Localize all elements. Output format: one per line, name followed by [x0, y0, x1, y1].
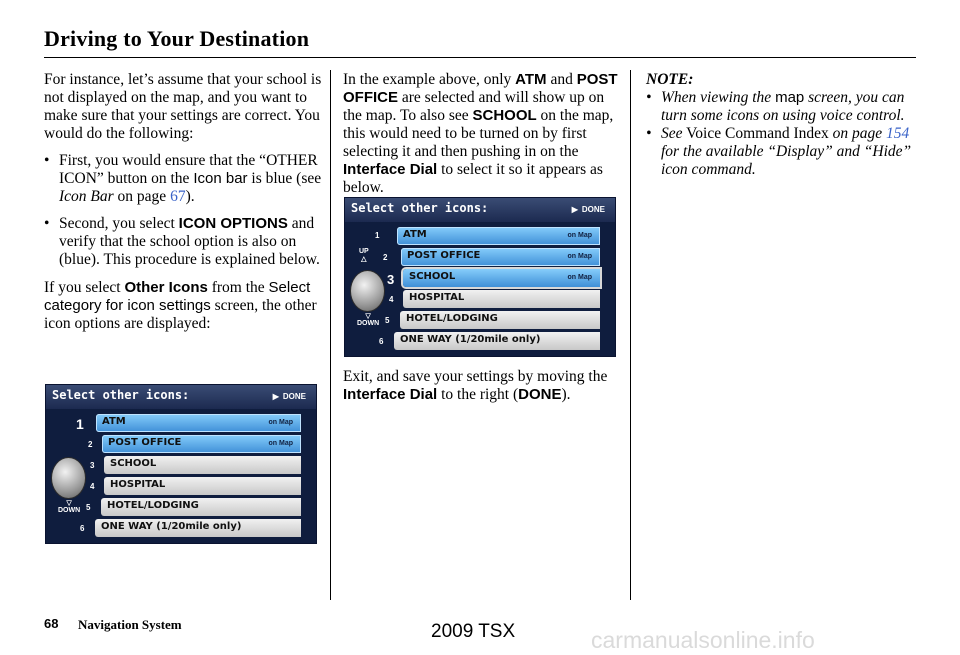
note-item-voice: • When viewing the map screen, you can turn some icons on using voice control. [646, 89, 926, 125]
column-middle [343, 71, 621, 197]
icon-row-hospital[interactable]: HOSPITAL [104, 477, 301, 495]
done-button[interactable]: ▶ DONE [572, 205, 605, 214]
done-button[interactable]: ▶ DONE [273, 392, 306, 401]
exit-paragraph: Exit, and save your settings by moving the Interface Dial to the right (DONE). [343, 368, 608, 403]
title-divider [44, 57, 916, 58]
icon-row-hotel[interactable]: HOTEL/LODGING [101, 498, 301, 516]
footer-model: 2009 TSX [431, 621, 516, 642]
icon-row-one-way[interactable]: ONE WAY (1/20mile only) [394, 332, 600, 350]
interface-dial[interactable] [350, 270, 385, 312]
exit-paragraph-wrap [343, 368, 621, 404]
page-154-link[interactable]: 154 [886, 125, 910, 142]
up-label: UP △ [359, 248, 369, 263]
page-67-link[interactable]: 67 [170, 188, 186, 205]
watermark-site: carmanualsonline.info [591, 627, 815, 653]
footer-section: Navigation System [78, 617, 182, 632]
note-item-index: • See Voice Command Index on page 154 for the available “Display” and “Hide” icon command. [646, 125, 926, 179]
icon-row-school[interactable]: SCHOOL on Map [403, 269, 600, 287]
intro-paragraph: For instance, let’s assume that your school is not displayed on the map, and you want to make sure that your settings are correct. You would do the following: [44, 71, 322, 142]
icon-bar-term: Icon bar [193, 170, 248, 187]
down-label: ▽ DOWN [357, 313, 380, 327]
bullet-first: • First, you would ensure that the “OTHER ICON” button on the Icon bar is blue (see Icon Bar on page 67). [44, 152, 322, 206]
icon-row-school[interactable]: SCHOOL [104, 456, 301, 474]
nav-screen-before: Select other icons: ▶ DONE ▽ DOWN 1 2 3 4 5 6 ATM on Map POST OFFICE on Map SCHOOL HOSPITAL HOTEL/LODGING ONE WAY (1/20mile only) [45, 384, 317, 544]
note-heading: NOTE: [646, 71, 694, 88]
icon-row-post-office[interactable]: POST OFFICE on Map [401, 248, 600, 266]
icon-row-atm[interactable]: ATM on Map [96, 414, 301, 432]
screen-title: Select other icons: [351, 201, 489, 215]
icon-row-hotel[interactable]: HOTEL/LODGING [400, 311, 600, 329]
column-divider-1 [330, 70, 331, 600]
example-paragraph: In the example above, only ATM and POST OFFICE are selected and will show up on the map. To also see SCHOOL on the map, this would need to be turned on by first selecting it and then pushing in on the Interface Dial to select it so it appears as below. [343, 71, 618, 196]
column-left [44, 71, 322, 333]
screen-title: Select other icons: [52, 388, 190, 402]
icon-row-post-office[interactable]: POST OFFICE on Map [102, 435, 301, 453]
column-divider-2 [630, 70, 631, 600]
interface-dial[interactable] [51, 457, 86, 499]
icon-row-one-way[interactable]: ONE WAY (1/20mile only) [95, 519, 301, 537]
icon-row-atm[interactable]: ATM on Map [397, 227, 600, 245]
icon-row-hospital[interactable]: HOSPITAL [403, 290, 600, 308]
bullet-second: • Second, you select ICON OPTIONS and verify that the school option is also on (blue). This procedure is explained below. [44, 215, 322, 269]
page-number: 68 [44, 616, 59, 631]
other-icons-paragraph: If you select Other Icons from the Select category for icon settings screen, the other icon options are displayed: [44, 279, 317, 332]
icon-options-term: ICON OPTIONS [178, 215, 288, 232]
page-title: Driving to Your Destination [44, 26, 310, 51]
column-right [646, 71, 926, 179]
nav-screen-after: Select other icons: ▶ DONE UP △ ▽ DOWN 1 2 3 4 5 6 ATM on Map POST OFFICE on Map SCHOOL on Map HOSPITAL HOTEL/LODGING ONE WAY (1/20mile only) [344, 197, 616, 357]
down-label: ▽ DOWN [58, 500, 81, 514]
